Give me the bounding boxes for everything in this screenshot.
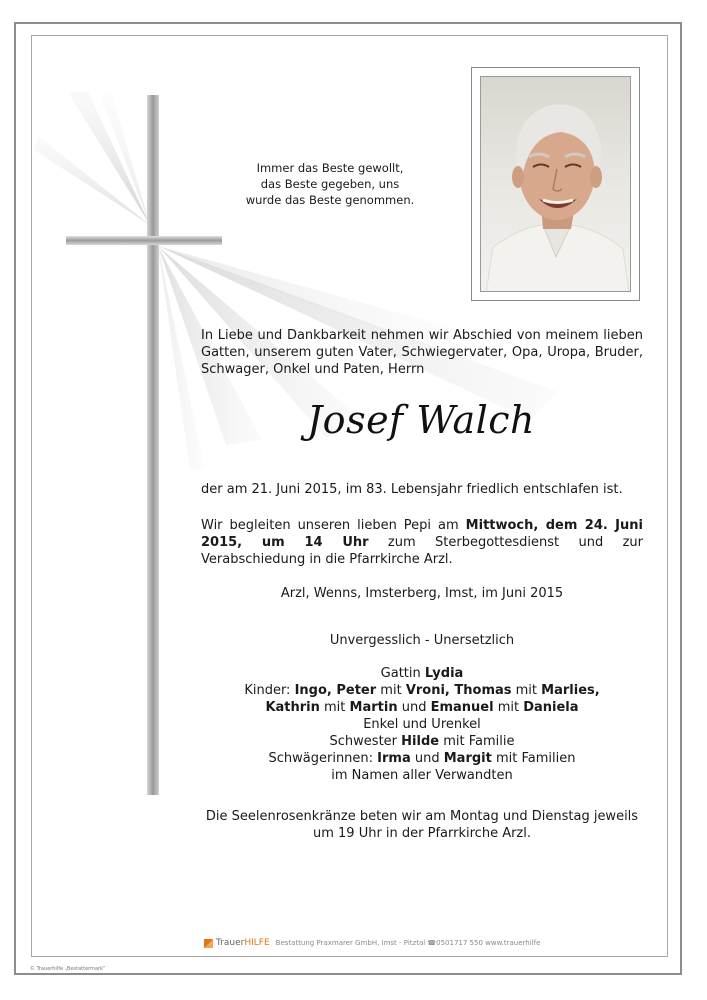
unforgettable-line: Unvergesslich - Unersetzlich: [329, 633, 515, 648]
portrait-photo: [480, 76, 631, 292]
family-label: Schwester: [329, 734, 402, 749]
footer-info: Bestattung Praxmarer GmbH, Imst - Pitztal ☎0501717 550 www.trauerhilfe: [275, 939, 541, 947]
family-name: Ingo, Peter: [294, 683, 377, 698]
rosary-notice: [176, 808, 668, 842]
family-name: Vroni, Thomas: [405, 683, 512, 698]
deceased-name: Josef Walch: [306, 398, 536, 442]
family-label: Schwägerinnen:: [268, 751, 378, 766]
funeral-date-time: Mittwoch, dem 24. Juni 2015, um 14 Uhr: [201, 518, 643, 550]
family-label: Kinder:: [244, 683, 295, 698]
family-wife: [176, 665, 668, 682]
motto-line: das Beste gegeben, uns: [260, 177, 400, 191]
funeral-text: [201, 517, 643, 568]
family-name: Margit: [443, 751, 492, 766]
family-name: Irma: [377, 751, 411, 766]
family-children-2: [176, 699, 668, 716]
family-name: Emanuel: [430, 700, 494, 715]
family-name: Hilde: [401, 734, 440, 749]
motto-line: wurde das Beste genommen.: [245, 193, 415, 207]
funeral-text-part: Wir begleiten unseren lieben Pepi am: [201, 518, 466, 533]
portrait-photo-icon: [481, 77, 631, 292]
family-relatives: im Namen aller Verwandten: [331, 768, 513, 783]
family-sisters-in-law: [176, 750, 668, 767]
family-connector: mit: [319, 700, 350, 715]
motto-line: Immer das Beste gewollt,: [256, 161, 404, 175]
family-connector: mit: [511, 683, 542, 698]
family-name: Lydia: [424, 666, 464, 681]
rosary-line: Die Seelenrosenkränze beten wir am Montag und Dienstag jeweils: [205, 809, 639, 824]
family-name: Marlies,: [541, 683, 600, 698]
family-children: [176, 682, 668, 699]
trauerhilfe-logo: [216, 938, 270, 948]
motto: [230, 160, 430, 208]
place-date: Arzl, Wenns, Imsterberg, Imst, im Juni 2015: [280, 586, 564, 601]
logo-main-text: Trauer: [216, 938, 245, 948]
funeral-text-part: zum Sterbegottesdienst und zur Verabschiedung in die Pfarrkirche Arzl.: [201, 535, 643, 567]
family-label: Gattin: [380, 666, 425, 681]
family-list: [176, 665, 668, 784]
trauerhilfe-logo-icon: [204, 939, 213, 948]
family-connector: und: [397, 700, 431, 715]
family-connector: und: [410, 751, 444, 766]
family-name: Daniela: [523, 700, 579, 715]
family-connector: mit Familie: [439, 734, 515, 749]
family-name: Kathrin: [265, 700, 320, 715]
family-connector: mit Familien: [491, 751, 576, 766]
family-connector: mit: [493, 700, 524, 715]
logo-accent-text: HILFE: [244, 938, 270, 948]
death-date-text: der am 21. Juni 2015, im 83. Lebensjahr friedlich entschlafen ist.: [201, 482, 623, 497]
family-sister: [176, 733, 668, 750]
family-name: Martin: [349, 700, 398, 715]
copyright: © Trauerhilfe „Bestattermark“: [30, 966, 106, 972]
footer: [204, 936, 540, 950]
rosary-line: um 19 Uhr in der Pfarrkirche Arzl.: [312, 826, 532, 841]
family-grandchildren: Enkel und Urenkel: [363, 717, 481, 732]
portrait-frame: [471, 67, 640, 301]
family-connector: mit: [376, 683, 406, 698]
intro-text: In Liebe und Dankbarkeit nehmen wir Abschied von meinem lieben Gatten, unserem guten Vater, Schwiegervater, Opa, Uropa, Bruder, Schwager, Onkel und Paten, Herrn: [201, 328, 643, 377]
